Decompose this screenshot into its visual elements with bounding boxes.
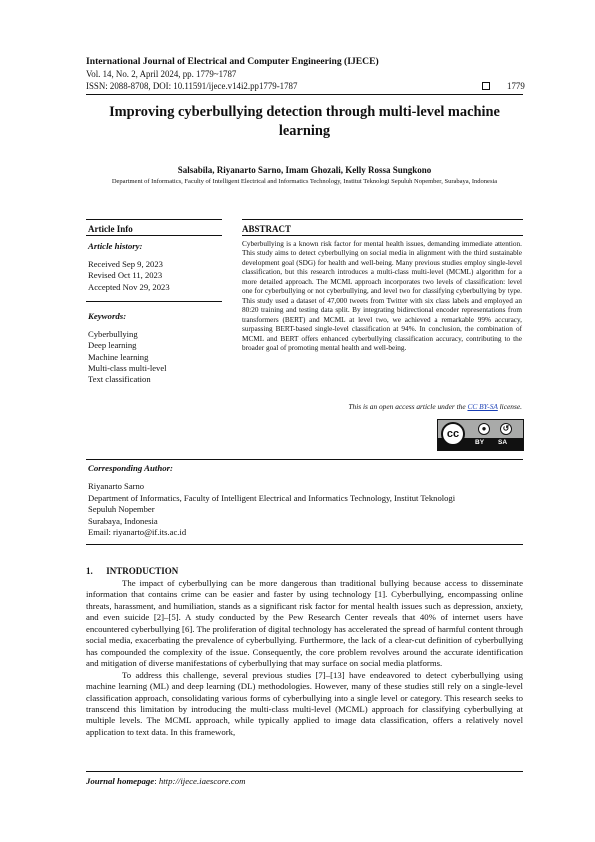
open-access-prefix: This is an open access article under the xyxy=(348,402,468,411)
section-heading-introduction: 1. INTRODUCTION xyxy=(86,566,179,576)
article-history-list xyxy=(88,259,170,293)
keyword-item: Deep learning xyxy=(88,340,137,351)
affiliation: Department of Informatics, Faculty of Intelligent Electrical and Informatics Technology, Institut Teknologi Sepuluh Nopember, Surabaya, Indonesia xyxy=(111,178,498,185)
accepted-date: Accepted Nov 29, 2023 xyxy=(88,281,170,292)
article-info-heading: Article Info xyxy=(88,224,133,234)
corresponding-city: Surabaya, Indonesia xyxy=(88,515,158,526)
homepage-label: Journal homepage xyxy=(86,776,155,786)
page-number xyxy=(482,81,525,91)
article-history-label: Article history: xyxy=(88,241,143,251)
abstract-heading: ABSTRACT xyxy=(242,224,292,234)
paragraph: To address this challenge, several previous studies [7]–[13] have endeavored to detect cyberbullying using machine learning (ML) and deep learning (DL) methodologies. However, many of these studies still rely on a single-level classification approach, consolidating various forms of cyberbullying into a single level or category. This research seeks to transcend this limitation by introducing the multi-class multi-level (MCML) approach for classifying cyberbullying at multiple levels. The MCML approach, while typically applied to image data classification, offers a relatively novel application to text data. In this framework, xyxy=(86,669,523,737)
corresponding-details xyxy=(88,481,455,539)
page-number-text: 1779 xyxy=(507,81,525,91)
corresponding-dept: Department of Informatics, Faculty of Intelligent Electrical and Informatics Technology, Institut Teknologi xyxy=(88,492,456,503)
person-icon: ● xyxy=(478,423,490,435)
abstract-under-rule xyxy=(242,235,523,236)
revised-date: Revised Oct 11, 2023 xyxy=(88,270,163,281)
corresponding-email: Email: riyanarto@if.its.ac.id xyxy=(88,527,187,538)
square-icon xyxy=(482,82,490,90)
keyword-item: Machine learning xyxy=(88,351,149,362)
badge-sa-label: SA xyxy=(498,439,508,446)
journal-volume: Vol. 14, No. 2, April 2024, pp. 1779~1787 xyxy=(86,69,237,79)
keyword-item: Text classification xyxy=(88,374,151,385)
abstract-top-rule xyxy=(242,219,523,220)
corresponding-label: Corresponding Author: xyxy=(88,463,173,473)
badge-by-label: BY xyxy=(475,439,485,446)
cc-icon: cc xyxy=(441,422,465,446)
introduction-body xyxy=(86,578,523,738)
share-alike-icon: ↺ xyxy=(500,423,512,435)
corresponding-inst: Sepuluh Nopember xyxy=(88,504,155,515)
received-date: Received Sep 9, 2023 xyxy=(88,259,163,269)
journal-issn-doi: ISSN: 2088-8708, DOI: 10.11591/ijece.v14i2.pp1779-1787 xyxy=(86,81,298,91)
corresponding-name: Riyanarto Sarno xyxy=(88,481,145,491)
corresponding-top-rule xyxy=(86,459,523,460)
abstract-text: Cyberbullying is a known risk factor for mental health issues, demanding immediate attention. This study aims to detect cyberbullying on social media in alignment with the third sustainable development goal (SDG) for health and well-being. Many previous studies employ single-level classification, but this research introduces a multi-class multi-level (MCML) algorithm for a more detailed approach. The MCML approach incorporates two levels of classification: level one for cyberbullying or not cyberbullying, and level two for classifying cyberbullying by type. This study used a dataset of 47,000 tweets from Twitter with six class labels and employed an 80:20 training and testing data split. By integrating bidirectional encoder representations from transformers (BERT) and MCML at level two, we achieved a remarkable 99% accuracy, surpassing BERT-based single-level classification at 94%. In conclusion, the combination of MCML and BERT offers enhanced cyberbullying classification accuracy, contributing to the broader goal of promoting mental health and well-being. xyxy=(242,240,522,352)
homepage-url[interactable]: http://ijece.iaescore.com xyxy=(158,776,246,786)
keywords-label: Keywords: xyxy=(88,311,127,321)
journal-homepage-footer xyxy=(86,776,245,786)
footer-rule xyxy=(86,771,523,772)
article-info-top-rule xyxy=(86,219,222,220)
header-rule xyxy=(86,94,523,95)
paper-title: Improving cyberbullying detection through multi-level machine learning xyxy=(109,104,500,139)
history-rule xyxy=(86,301,222,302)
article-info-under-rule xyxy=(86,235,222,236)
corresponding-bottom-rule xyxy=(86,544,523,545)
keyword-item: Cyberbullying xyxy=(88,329,138,339)
cc-by-sa-badge-icon[interactable] xyxy=(437,419,524,451)
keyword-item: Multi-class multi-level xyxy=(88,362,167,373)
homepage-sep: : xyxy=(154,776,159,786)
open-access-notice xyxy=(242,402,522,411)
journal-name: International Journal of Electrical and Computer Engineering (IJECE) xyxy=(86,56,379,67)
open-access-suffix: license. xyxy=(497,402,522,411)
license-link[interactable]: CC BY-SA xyxy=(467,402,498,411)
keyword-list xyxy=(88,329,167,385)
author-list: Salsabila, Riyanarto Sarno, Imam Ghozali, Kelly Rossa Sungkono xyxy=(177,165,432,175)
paragraph: The impact of cyberbullying can be more dangerous than traditional bullying because access to disseminate information that contains crime can be easier and faster by using technology [1]. Cyberbullying, encompassing online threats, harassment, and humiliation, stands as a significant risk factor for mental health issues such as depression, anxiety, and even suicide [2]–[5]. A study conducted by the Pew Research Center reveals that 40% of internet users have encountered cyberbullying [6]. The proliferation of digital technology has accelerated the spread of harmful content through social media, exacerbating the prevalence of cyberbullying. Furthermore, the lack of a clear-cut definition of cyberbullying has compounded the complexity of the issue. Consequently, the core problem revolves around the accurate identification and mitigation of diverse manifestations of cyberbullying that may surface on social media platforms. xyxy=(86,578,523,669)
